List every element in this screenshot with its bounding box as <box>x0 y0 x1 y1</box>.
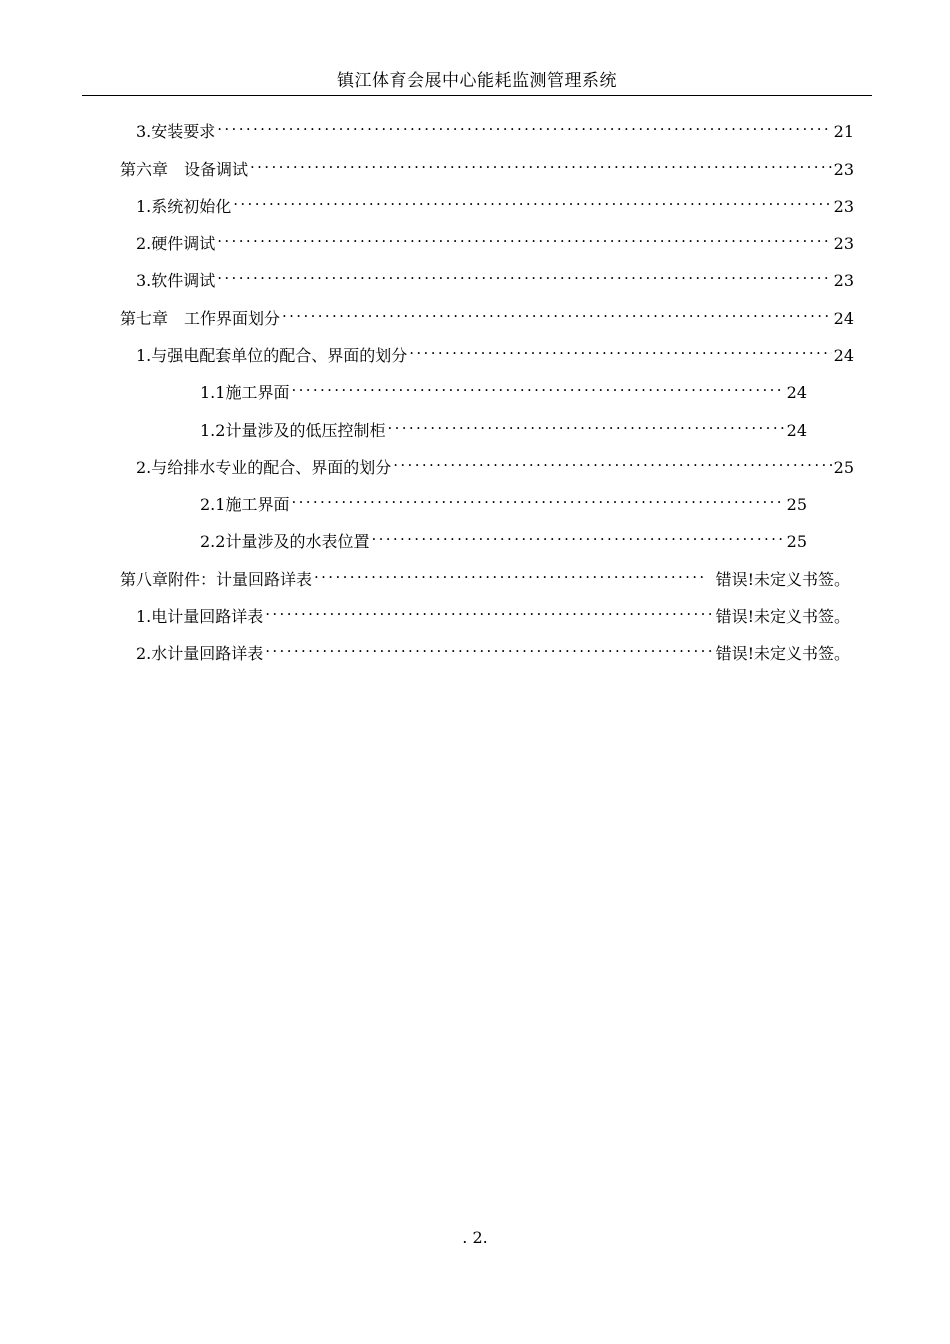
toc-dot-leader <box>282 300 832 324</box>
toc-entry-page: 错误!未定义书签。 <box>715 570 850 589</box>
toc-entry-page: 25 <box>833 458 854 477</box>
toc-entry-number: 2. <box>136 644 152 663</box>
toc-entry-page: 25 <box>786 532 807 551</box>
page-header-title: 镇江体育会展中心能耗监测管理系统 <box>337 71 617 91</box>
toc-entry-page: 错误!未定义书签。 <box>715 644 850 663</box>
toc-entry-title: 设备调试 <box>168 160 249 179</box>
toc-entry-title: 硬件调试 <box>151 234 216 253</box>
toc-dot-leader <box>314 561 706 585</box>
toc-entry-title: 施工界面 <box>225 383 290 402</box>
toc-entry-number: 2. <box>136 234 152 253</box>
toc-entry-page: 25 <box>786 495 807 514</box>
toc-dot-leader <box>217 113 831 137</box>
toc-entry-title: 与强电配套单位的配合、界面的划分 <box>151 346 408 365</box>
toc-entry-number: 2.1 <box>200 495 226 514</box>
toc-entry-number: 第六章 <box>120 160 169 179</box>
toc-entry-page: 23 <box>833 234 854 253</box>
toc-entry-number: 第七章 <box>120 309 169 328</box>
toc-entry-page: 错误!未定义书签。 <box>715 607 850 626</box>
toc-dot-leader <box>265 598 713 622</box>
toc-entry-title: 与给排水专业的配合、界面的划分 <box>151 458 392 477</box>
toc-entry-page: 24 <box>786 421 807 440</box>
toc-entry-title: 系统初始化 <box>151 197 232 216</box>
toc-entry[interactable] <box>200 412 807 440</box>
toc-dot-leader <box>265 635 713 659</box>
toc-dot-leader <box>233 188 831 212</box>
toc-entry-number: 1.1 <box>200 383 226 402</box>
toc-entry-number: 2.2 <box>200 532 226 551</box>
toc-dot-leader <box>371 523 784 547</box>
toc-entry[interactable] <box>136 449 854 477</box>
toc-entry-page: 24 <box>833 346 854 365</box>
toc-dot-leader <box>291 486 784 510</box>
toc-entry-page: 24 <box>786 383 807 402</box>
toc-entry-number: 1. <box>136 346 152 365</box>
toc-entry-title: 计量涉及的低压控制柜 <box>225 421 386 440</box>
toc-entry-number: 1. <box>136 607 152 626</box>
toc-entry-number: 3. <box>136 122 152 141</box>
toc-entry[interactable] <box>136 225 854 253</box>
toc-entry[interactable] <box>136 337 854 365</box>
toc-entry-number: 3. <box>136 271 152 290</box>
toc-entry[interactable] <box>120 561 850 589</box>
toc-entry-page: 23 <box>833 271 854 290</box>
toc-entry-page: 21 <box>833 122 854 141</box>
toc-entry[interactable] <box>136 262 854 290</box>
toc-entry[interactable] <box>200 486 807 514</box>
toc-entry-page: 23 <box>833 197 854 216</box>
toc-entry-title: 安装要求 <box>151 122 216 141</box>
toc-entry[interactable] <box>200 523 807 551</box>
toc-dot-leader <box>217 262 831 286</box>
toc-entry-title: 水计量回路详表 <box>151 644 264 663</box>
toc-entry[interactable] <box>136 113 854 141</box>
toc-entry[interactable] <box>120 300 854 328</box>
toc-dot-leader <box>291 374 784 398</box>
toc-entry-title: 附件：计量回路详表 <box>168 570 313 589</box>
toc-dot-leader <box>250 151 832 175</box>
toc-entry[interactable] <box>136 188 854 216</box>
toc-dot-leader <box>217 225 831 249</box>
toc-entry-page: 24 <box>833 309 854 328</box>
toc-entry-number: 2. <box>136 458 152 477</box>
toc-entry-title: 施工界面 <box>225 495 290 514</box>
page-number: . 2. <box>462 1228 488 1247</box>
toc-entry[interactable] <box>200 374 807 402</box>
toc-dot-leader <box>409 337 831 361</box>
toc-entry-number: 1.2 <box>200 421 226 440</box>
toc-dot-leader <box>387 412 784 436</box>
toc-entry-title: 软件调试 <box>151 271 216 290</box>
toc-entry[interactable] <box>120 151 854 179</box>
toc-entry-number: 第八章 <box>120 570 169 589</box>
toc-entry-title: 工作界面划分 <box>168 309 281 328</box>
toc-entry-page: 23 <box>833 160 854 179</box>
toc-dot-leader <box>393 449 831 473</box>
toc-entry-number: 1. <box>136 197 152 216</box>
toc-entry[interactable] <box>136 598 850 626</box>
toc-entry-title: 电计量回路详表 <box>151 607 264 626</box>
toc-entry-title: 计量涉及的水表位置 <box>225 532 370 551</box>
toc-entry[interactable] <box>136 635 850 663</box>
